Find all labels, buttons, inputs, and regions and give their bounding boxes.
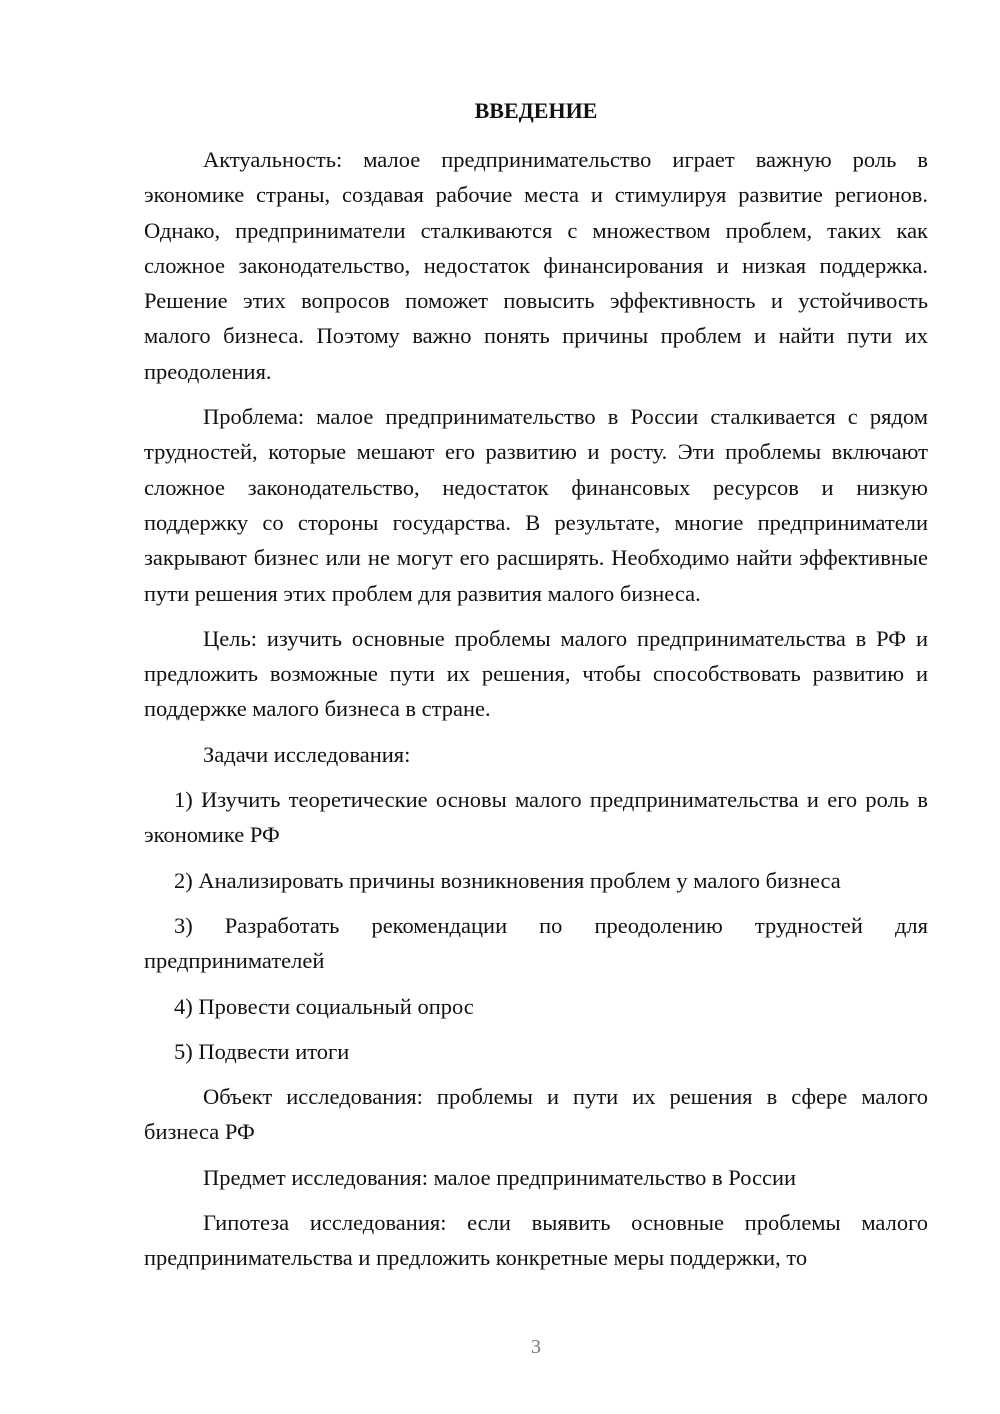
- task-item-3: 3) Разработать рекомендации по преодолению трудностей для предпринимателей: [144, 912, 928, 974]
- task-item-2: 2) Анализировать причины возникновения проблем у малого бизнеса: [174, 867, 841, 893]
- paragraph-hypothesis: Гипотеза исследования: если выявить основные проблемы малого предпринимательства и предложить конкретные меры поддержки, то: [144, 1210, 928, 1271]
- page-number: 3: [531, 1336, 541, 1358]
- document-body: [144, 142, 928, 1286]
- paragraph-problem: Проблема: малое предпринимательство в России сталкивается с рядом трудностей, которые мешают его развитию и росту. Эти проблемы включают сложное законодательство, недостаток финансовых ресурсов и низкую поддержку со стороны государства. В результате, многие предприниматели закрывают бизнес или не могут его расширять. Необходимо найти эффективные пути решения этих проблем для развития малого бизнеса.: [144, 404, 928, 606]
- section-heading: ВВЕДЕНИЕ: [474, 98, 598, 123]
- paragraph-tasks-heading: Задачи исследования:: [203, 741, 411, 767]
- paragraph-relevance: Актуальность: малое предпринимательство играет важную роль в экономике страны, создавая рабочие места и стимулируя развитие регионов. Однако, предприниматели сталкиваются с множеством проблем, таких как сложное законодательство, недостаток финансирования и низкая поддержка. Решение этих вопросов поможет повысить эффективность и устойчивость малого бизнеса. Поэтому важно понять причины проблем и найти пути их преодоления.: [144, 147, 928, 384]
- task-item-1: 1) Изучить теоретические основы малого предпринимательства и его роль в экономике РФ: [144, 787, 928, 848]
- paragraph-object: Объект исследования: проблемы и пути их решения в сфере малого бизнеса РФ: [144, 1084, 928, 1145]
- paragraph-goal: Цель: изучить основные проблемы малого предпринимательства в РФ и предложить возможные пути их решения, чтобы способствовать развитию и поддержке малого бизнеса в стране.: [144, 625, 928, 722]
- paragraph-subject: Предмет исследования: малое предпринимательство в России: [203, 1164, 797, 1190]
- task-item-4: 4) Провести социальный опрос: [174, 993, 474, 1019]
- task-item-5: 5) Подвести итоги: [174, 1038, 350, 1064]
